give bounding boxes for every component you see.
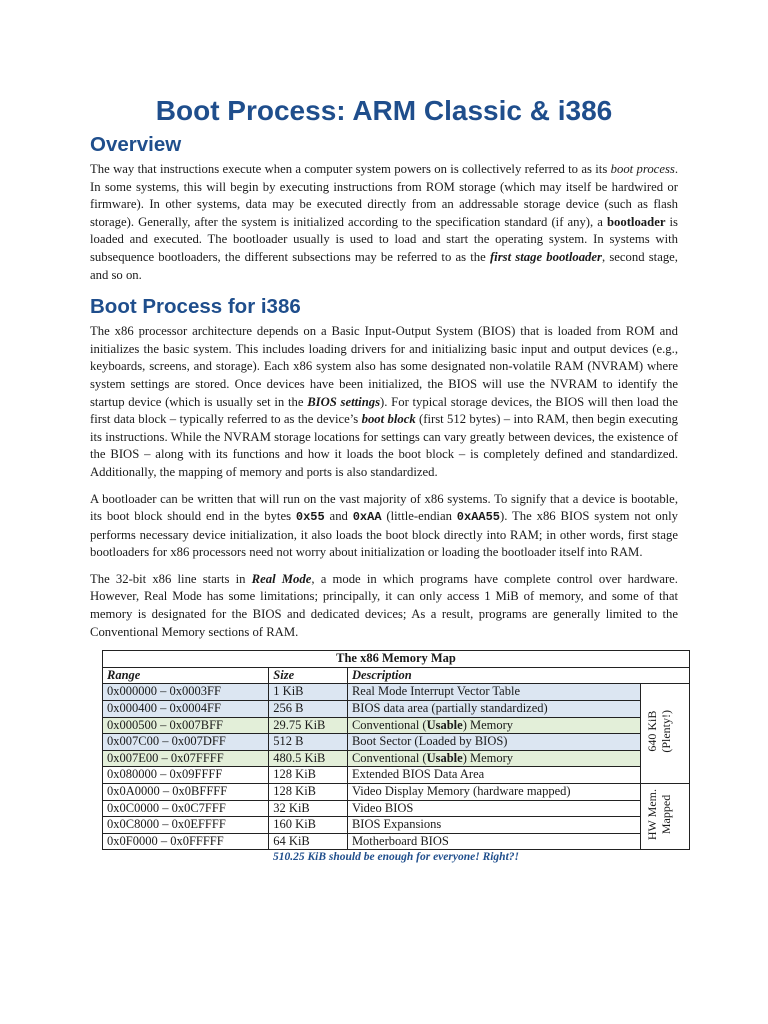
table-row bbox=[103, 701, 690, 718]
cell-description: Video BIOS bbox=[347, 800, 640, 817]
cell-description: Video Display Memory (hardware mapped) bbox=[347, 784, 640, 801]
i386-paragraph-3: The 32-bit x86 line starts in Real Mode, a mode in which programs have complete control over hardware. However, Real Mode has some limitations; principally, it can only access 1 MiB of memory, and some of that memory is designated for the BIOS and dedicated devices; As a result, programs are generally limited to the Conventional Memory sections of RAM. bbox=[90, 571, 678, 639]
cell-description: BIOS Expansions bbox=[347, 817, 640, 834]
table-row bbox=[103, 767, 690, 784]
col-header-range: Range bbox=[103, 667, 269, 684]
cell-description: Real Mode Interrupt Vector Table bbox=[347, 684, 640, 701]
col-header-description: Description bbox=[347, 667, 689, 684]
cell-range: 0x0F0000 – 0x0FFFFF bbox=[103, 833, 269, 850]
cell-range: 0x000500 – 0x007BFF bbox=[103, 717, 269, 734]
cell-size: 64 KiB bbox=[269, 833, 348, 850]
col-header-size: Size bbox=[269, 667, 348, 684]
cell-size: 128 KiB bbox=[269, 767, 348, 784]
cell-range: 0x000000 – 0x0003FF bbox=[103, 684, 269, 701]
cell-size: 1 KiB bbox=[269, 684, 348, 701]
cell-description: Conventional (Usable) Memory bbox=[347, 750, 640, 767]
cell-range: 0x0C8000 – 0x0EFFFF bbox=[103, 817, 269, 834]
table-row bbox=[103, 833, 690, 850]
cell-description: Extended BIOS Data Area bbox=[347, 767, 640, 784]
cell-size: 32 KiB bbox=[269, 800, 348, 817]
table-row bbox=[103, 800, 690, 817]
memory-map-title: The x86 Memory Map bbox=[103, 651, 690, 668]
table-row bbox=[103, 684, 690, 701]
cell-range: 0x0A0000 – 0x0BFFFF bbox=[103, 784, 269, 801]
table-row bbox=[103, 734, 690, 751]
cell-size: 160 KiB bbox=[269, 817, 348, 834]
page-title: Boot Process: ARM Classic & i386 bbox=[155, 95, 613, 126]
cell-range: 0x007E00 – 0x07FFFF bbox=[103, 750, 269, 767]
i386-paragraph-2: A bootloader can be written that will run on the vast majority of x86 systems. To signify that a device is bootable, its boot block should end in the bytes 0x55 and 0xAA (little-endian 0xAA55). The x86 BIOS system not only performs necessary device initialization, it also loads the boot block directly into RAM; in other words, first stage bootloaders for x86 processors need not worry about initialization or loading the bootloader itself into RAM. bbox=[90, 491, 678, 560]
cell-description: BIOS data area (partially standardized) bbox=[347, 701, 640, 718]
cell-range: 0x080000 – 0x09FFFF bbox=[103, 767, 269, 784]
memory-map-caption: 510.25 KiB should be enough for everyone! Right?! bbox=[273, 851, 519, 864]
cell-size: 128 KiB bbox=[269, 784, 348, 801]
hw-mapped-side-label: HW Mem. Mapped bbox=[641, 784, 690, 850]
table-row bbox=[103, 784, 690, 801]
cell-range: 0x007C00 – 0x007DFF bbox=[103, 734, 269, 751]
i386-paragraph-1: The x86 processor architecture depends on a Basic Input-Output System (BIOS) that is loaded from ROM and initializes the basic system. This includes loading drivers for and initializing basic input and output devices (e.g., keyboards, screens, and storage). Each x86 system also has some designated non-volatile RAM (NVRAM) where system settings are stored. Once devices have been initialized, the BIOS will use the NVRAM to identify the startup device (which is usually set in the BIOS settings). For typical storage devices, the BIOS will then load the first data block – typically referred to as the device’s boot block (first 512 bytes) – into RAM, then begin executing its instructions. While the NVRAM storage locations for settings can vary greatly between devices, the existence of the BIOS – along with its functions and how it loads the boot block – is completely defined and standardized. Additionally, the mapping of memory and ports is also standardized. bbox=[90, 324, 678, 479]
cell-size: 256 B bbox=[269, 701, 348, 718]
cell-range: 0x0C0000 – 0x0C7FFF bbox=[103, 800, 269, 817]
cell-size: 512 B bbox=[269, 734, 348, 751]
i386-heading: Boot Process for i386 bbox=[90, 295, 301, 319]
cell-description: Boot Sector (Loaded by BIOS) bbox=[347, 734, 640, 751]
table-row bbox=[103, 750, 690, 767]
cell-description: Motherboard BIOS bbox=[347, 833, 640, 850]
overview-heading: Overview bbox=[90, 133, 182, 156]
table-row bbox=[103, 717, 690, 734]
cell-range: 0x000400 – 0x0004FF bbox=[103, 701, 269, 718]
conventional-memory-side-label: 640 KiB (Plenty!) bbox=[641, 684, 690, 784]
memory-map-table bbox=[102, 650, 690, 850]
cell-size: 29.75 KiB bbox=[269, 717, 348, 734]
overview-paragraph: The way that instructions execute when a computer system powers on is collectively referred to as its boot process. In some systems, this will begin by executing instructions from ROM storage (which may itself be hardwired or firmware). In other systems, data may be executed directly from an addressable storage device (such as flash storage). Generally, after the system is initialized according to the specification standard (if any), a bootloader is loaded and executed. The bootloader usually is used to load and start the operating system. In systems with subsequence bootloaders, the different subsections may be referred to as the first stage bootloader, second stage, and so on. bbox=[90, 162, 678, 282]
table-row bbox=[103, 817, 690, 834]
cell-size: 480.5 KiB bbox=[269, 750, 348, 767]
cell-description: Conventional (Usable) Memory bbox=[347, 717, 640, 734]
